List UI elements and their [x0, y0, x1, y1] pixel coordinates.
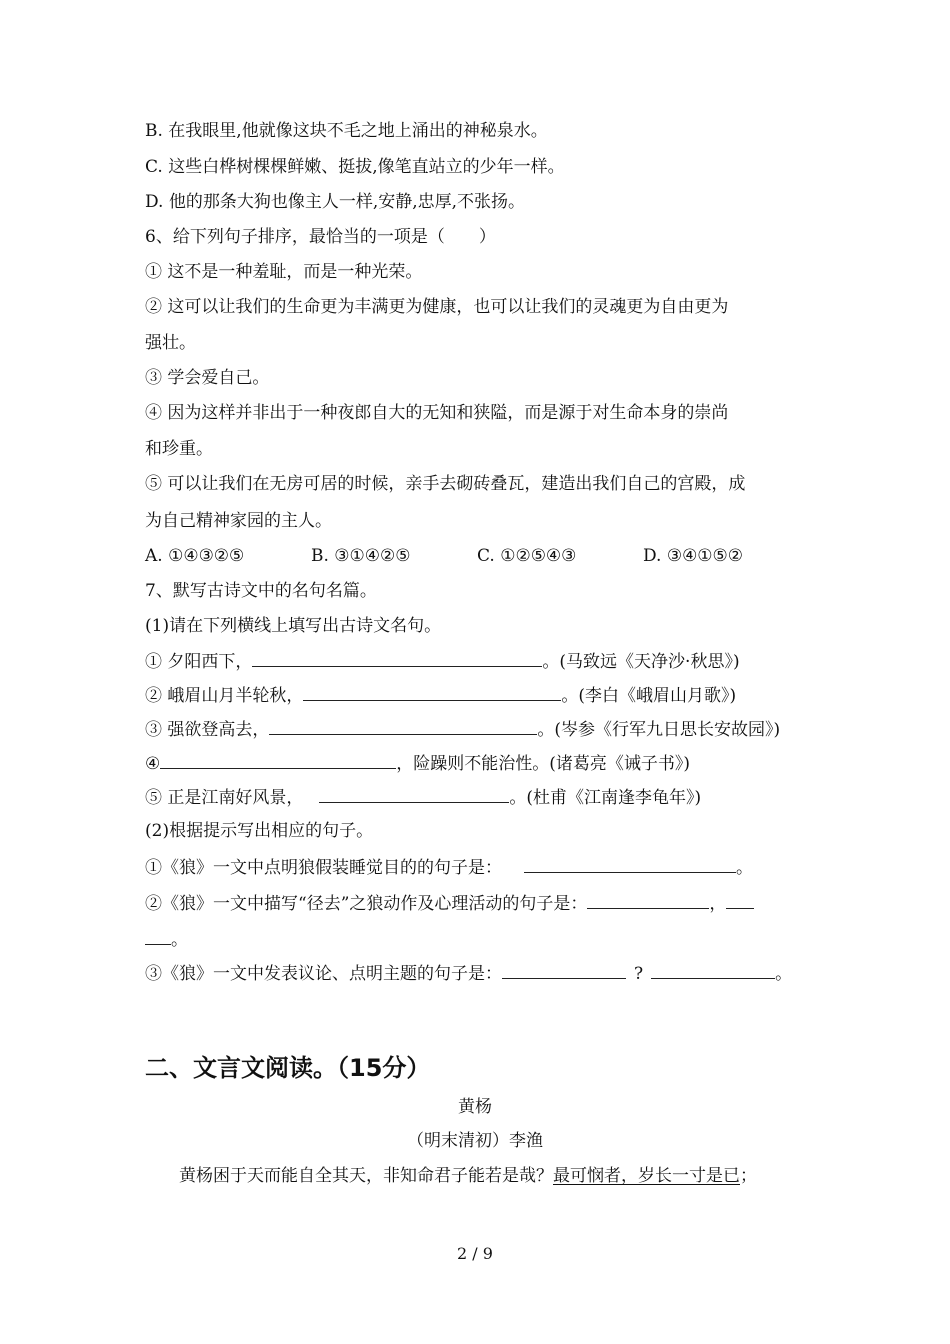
passage-text: [179, 1165, 757, 1187]
fill-line-4: [145, 752, 690, 775]
wolf-1-end: 。: [736, 858, 753, 878]
wolf-3-end: 。: [775, 964, 793, 984]
fill-4-source: ，险躁则不能治性。(诸葛亮《诫子书》): [396, 754, 691, 774]
fill-4-marker: ④: [145, 754, 161, 774]
question-7: 7、默写古诗文中的名句名篇。: [145, 581, 377, 601]
passage-title: 黄杨: [458, 1097, 492, 1117]
wolf-2-prompt: ②《狼》一文中描写“径去”之狼动作及心理活动的句子是：: [145, 894, 588, 914]
fill-line-2: [145, 684, 736, 707]
fill-line-1: [145, 650, 740, 673]
fill-3-prompt: ③ 强欲登高去，: [145, 720, 270, 740]
passage-text-underlined: 最可悯者，岁长一寸是已: [553, 1166, 740, 1186]
wolf-3-blank-b[interactable]: [651, 962, 775, 979]
option-d: D. ③④①⑤②: [643, 546, 744, 566]
wolf-2-comma: ，: [709, 894, 727, 914]
option-c: C. ①②⑤④③: [477, 546, 577, 566]
sentence-5a: ⑤ 可以让我们在无房可居的时候，亲手去砌砖叠瓦，建造出我们自己的宫殿，成: [145, 474, 746, 494]
sentence-4b: 和珍重。: [145, 439, 213, 459]
wolf-2-blank-b[interactable]: [726, 892, 754, 909]
page-number: 2 / 9: [457, 1244, 493, 1263]
option-d-line: D. 他的那条大狗也像主人一样,安静,忠厚,不张扬。: [145, 192, 526, 212]
sentence-2a: ② 这可以让我们的生命更为丰满更为健康，也可以让我们的灵魂更为自由更为: [145, 297, 729, 317]
wolf-line-2: [145, 892, 754, 915]
wolf-3-blank-a[interactable]: [502, 962, 626, 979]
fill-2-source: 。(李白《峨眉山月歌》): [561, 686, 737, 706]
fill-5-prompt: ⑤ 正是江南好风景，: [145, 788, 304, 808]
wolf-3-prompt: ③《狼》一文中发表议论、点明主题的句子是：: [145, 964, 502, 984]
wolf-line-1: [145, 856, 753, 879]
wolf-2-end: 。: [171, 930, 188, 950]
wolf-1-blank[interactable]: [524, 856, 736, 873]
part-1-instruction: (1)请在下列横线上填写出古诗文名句。: [145, 616, 442, 636]
sentence-1: ① 这不是一种羞耻，而是一种光荣。: [145, 262, 423, 282]
fill-line-5: [145, 786, 701, 809]
option-b: B. ③①④②⑤: [311, 546, 411, 566]
answer-options: [145, 545, 743, 567]
fill-1-source: 。(马致远《天净沙·秋思》): [542, 652, 740, 672]
fill-2-prompt: ② 峨眉山月半轮秋，: [145, 686, 304, 706]
option-a: A. ①④③②⑤: [145, 546, 245, 566]
fill-5-source: 。(杜甫《江南逢李龟年》): [509, 788, 702, 808]
fill-line-3: [145, 718, 780, 741]
wolf-1-prompt: ①《狼》一文中点明狼假装睡觉目的的句子是：: [145, 858, 502, 878]
fill-3-source: 。(岑参《行军九日思长安故园》): [537, 720, 781, 740]
wolf-3-question-mark: ?: [634, 964, 644, 984]
fill-1-prompt: ① 夕阳西下，: [145, 652, 253, 672]
option-b-line: B. 在我眼里,他就像这块不毛之地上涌出的神秘泉水。: [145, 121, 548, 141]
fill-4-blank[interactable]: [160, 752, 396, 769]
wolf-line-3: [145, 962, 792, 985]
wolf-2-blank-a[interactable]: [587, 892, 709, 909]
sentence-3: ③ 学会爱自己。: [145, 368, 270, 388]
fill-3-blank[interactable]: [269, 718, 537, 735]
option-c-line: C. 这些白桦树棵棵鲜嫩、挺拔,像笔直站立的少年一样。: [145, 157, 565, 177]
fill-1-blank[interactable]: [252, 650, 542, 667]
question-6: 6、给下列句子排序，最恰当的一项是（ ）: [145, 227, 496, 247]
fill-2-blank[interactable]: [303, 684, 561, 701]
sentence-5b: 为自己精神家园的主人。: [145, 511, 332, 531]
passage-text-plain: 黄杨困于天而能自全其天，非知命君子能若是哉？: [179, 1166, 553, 1186]
part-2-instruction: (2)根据提示写出相应的句子。: [145, 821, 374, 841]
wolf-line-2-cont: [145, 928, 188, 951]
fill-5-blank[interactable]: [319, 786, 509, 803]
section-title: 二、文言文阅读。（15分）: [145, 1054, 431, 1082]
passage-author: （明末清初）李渔: [407, 1131, 543, 1151]
passage-text-end: ；: [740, 1166, 757, 1186]
sentence-2b: 强壮。: [145, 333, 196, 353]
wolf-2-blank-c[interactable]: [145, 928, 171, 945]
sentence-4a: ④ 因为这样并非出于一种夜郎自大的无知和狭隘，而是源于对生命本身的崇尚: [145, 403, 729, 423]
